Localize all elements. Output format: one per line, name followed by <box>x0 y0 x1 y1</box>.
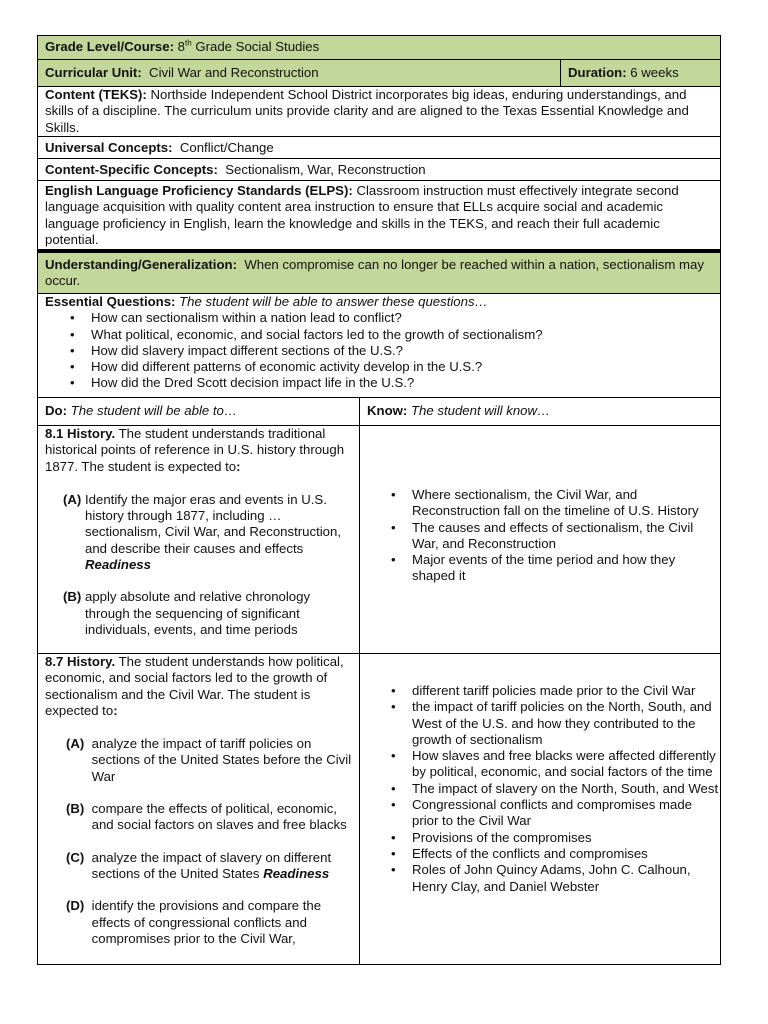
standard-8-7-code: 8.7 History. <box>45 654 116 669</box>
content-specific-concepts-row <box>37 159 721 181</box>
expectation-label: (D) <box>66 898 85 914</box>
do-label: Do: <box>45 403 67 418</box>
question-item: • What political, economic, and social factors led to the growth of sectionalism? <box>91 327 713 343</box>
standard-8-1-row <box>37 426 721 654</box>
standard-8-1-a <box>45 492 352 573</box>
standard-8-1-code: 8.1 History. <box>45 426 116 441</box>
question-item: • How did slavery impact different sections of the U.S.? <box>91 343 713 359</box>
standard-8-7-d <box>45 898 352 947</box>
elps-row <box>37 181 721 250</box>
essential-questions-intro: The student will be able to answer these questions… <box>179 294 488 309</box>
unit-cell <box>38 60 561 86</box>
grade-level-suffix: th <box>185 38 192 48</box>
expectation-label: (B) <box>66 801 85 817</box>
do-text: The student will be able to… <box>70 403 238 418</box>
question-item: • How did different patterns of economic activity develop in the U.S.? <box>91 359 713 375</box>
expectation-text: analyze the impact of tariff policies on sections of the United States before the Civil War <box>91 736 352 784</box>
standard-8-1-intro: The student understands traditional historical points of reference in U.S. history through 1877. The student is expected to <box>45 426 345 474</box>
do-header-cell <box>38 398 360 425</box>
grade-level-label: Grade Level/Course: <box>45 39 174 54</box>
grade-level-course: Grade Social Studies <box>191 39 320 54</box>
standard-8-7-intro-block <box>45 654 352 719</box>
expectation-text: compare the effects of political, economic, and social factors on slaves and free blacks <box>91 801 347 833</box>
standard-8-1-know-cell <box>360 426 720 653</box>
content-specific-label: Content-Specific Concepts: <box>45 162 218 177</box>
elps-text: Classroom instruction must effectively integrate second language acquisition with quality content area instruction to ensure that ELLs acquire social and academic language proficiency in English, learn the knowledge and skills in the TEKS, and reach their full academic potential. <box>45 183 679 247</box>
know-item: • different tariff policies made prior to the Civil War <box>412 683 720 699</box>
know-label: Know: <box>367 403 408 418</box>
know-item: • the impact of tariff policies on the North, South, and West of the U.S. and how they contributed to the growth of sectionalism <box>412 699 720 748</box>
know-item: • How slaves and free blacks were affected differently by political, economic, and social factors of the time <box>412 748 720 781</box>
duration-value: 6 weeks <box>630 65 679 80</box>
expectation-label: (C) <box>66 849 85 865</box>
elps-label: English Language Proficiency Standards (ELPS): <box>45 183 353 198</box>
question-item: • How did the Dred Scott decision impact life in the U.S.? <box>91 375 713 391</box>
know-item: • Roles of John Quincy Adams, John C. Calhoun, Henry Clay, and Daniel Webster <box>412 862 720 895</box>
know-item: • Congressional conflicts and compromises made prior to the Civil War <box>412 797 720 830</box>
standard-8-1-do-cell <box>38 426 360 653</box>
curriculum-table <box>37 35 721 965</box>
universal-concepts-row <box>37 137 721 159</box>
unit-label: Curricular Unit: <box>45 65 142 80</box>
expectation-text: analyze the impact of slavery on different sections of the United States <box>91 849 332 881</box>
standard-8-7-know-list <box>360 683 720 895</box>
essential-questions-label: Essential Questions: <box>45 294 176 309</box>
know-item: • Provisions of the compromises <box>412 830 720 846</box>
expectation-text: identify the provisions and compare the effects of congressional conflicts and compromises prior to the Civil War, <box>91 898 322 946</box>
standard-8-1-b <box>45 589 352 638</box>
expectation-label: (A) <box>66 736 85 752</box>
content-specific-text: Sectionalism, War, Reconstruction <box>225 162 426 177</box>
universal-concepts-label: Universal Concepts: <box>45 140 173 155</box>
standard-8-7-c <box>45 850 352 883</box>
universal-concepts-text: Conflict/Change <box>179 140 274 155</box>
grade-level-ordinal: 8 <box>177 39 186 54</box>
expectation-label: (B) <box>63 589 82 605</box>
know-item: • The causes and effects of sectionalism, the Civil War, and Reconstruction <box>412 520 720 553</box>
essential-questions-list <box>45 310 713 391</box>
grade-level-row <box>37 35 721 60</box>
unit-value: Civil War and Reconstruction <box>149 65 319 80</box>
know-item: • Where sectionalism, the Civil War, and Reconstruction fall on the timeline of U.S. History <box>412 487 720 520</box>
expectation-label: (A) <box>63 491 82 507</box>
standard-8-7-a <box>45 736 352 785</box>
standard-8-1-intro-block <box>45 426 352 475</box>
question-item: • How can sectionalism within a nation lead to conflict? <box>91 310 713 326</box>
duration-cell <box>561 60 720 86</box>
know-item: • The impact of slavery on the North, South, and West <box>412 781 720 797</box>
understanding-row <box>37 250 721 294</box>
readiness-tag: Readiness <box>84 557 151 573</box>
unit-row <box>37 60 721 87</box>
standard-8-1-know-list <box>360 487 720 585</box>
know-item: • Major events of the time period and how they shaped it <box>412 552 720 585</box>
duration-label: Duration: <box>568 65 627 80</box>
standard-8-7-intro: The student understands how political, economic, and social factors led to the growth of sectionalism and the Civil War. The student is expected to <box>45 654 344 718</box>
content-teks-row <box>37 87 721 137</box>
standard-8-7-know-cell <box>360 654 720 964</box>
content-teks-text: Northside Independent School District incorporates big ideas, enduring understandings, and skills of a discipline. The curriculum units provide clarity and are aligned to the Texas Essential Knowledge and Skills. <box>45 87 689 135</box>
standard-8-7-do-cell <box>38 654 360 964</box>
know-header-cell <box>360 398 720 425</box>
do-know-header-row <box>37 398 721 426</box>
know-item: • Effects of the conflicts and compromises <box>412 846 720 862</box>
standard-8-7-row <box>37 654 721 965</box>
content-teks-label: Content (TEKS): <box>45 87 147 102</box>
readiness-tag: Readiness <box>263 865 330 881</box>
know-text: The student will know… <box>410 403 551 418</box>
essential-questions-row <box>37 294 721 398</box>
standard-8-1-colon: : <box>236 458 241 474</box>
standard-8-7-colon: : <box>113 702 118 718</box>
understanding-text: When compromise can no longer be reached within a nation, sectionalism may occur. <box>45 257 704 289</box>
understanding-label: Understanding/Generalization: <box>45 257 237 272</box>
standard-8-7-b <box>45 801 352 834</box>
expectation-text: Identify the major eras and events in U.S. history through 1877, including …sectionalism, Civil War, and Reconstruction, and describe their causes and effects <box>84 491 342 556</box>
expectation-text: apply absolute and relative chronology through the sequencing of significant individuals, events, and time periods <box>84 589 311 637</box>
